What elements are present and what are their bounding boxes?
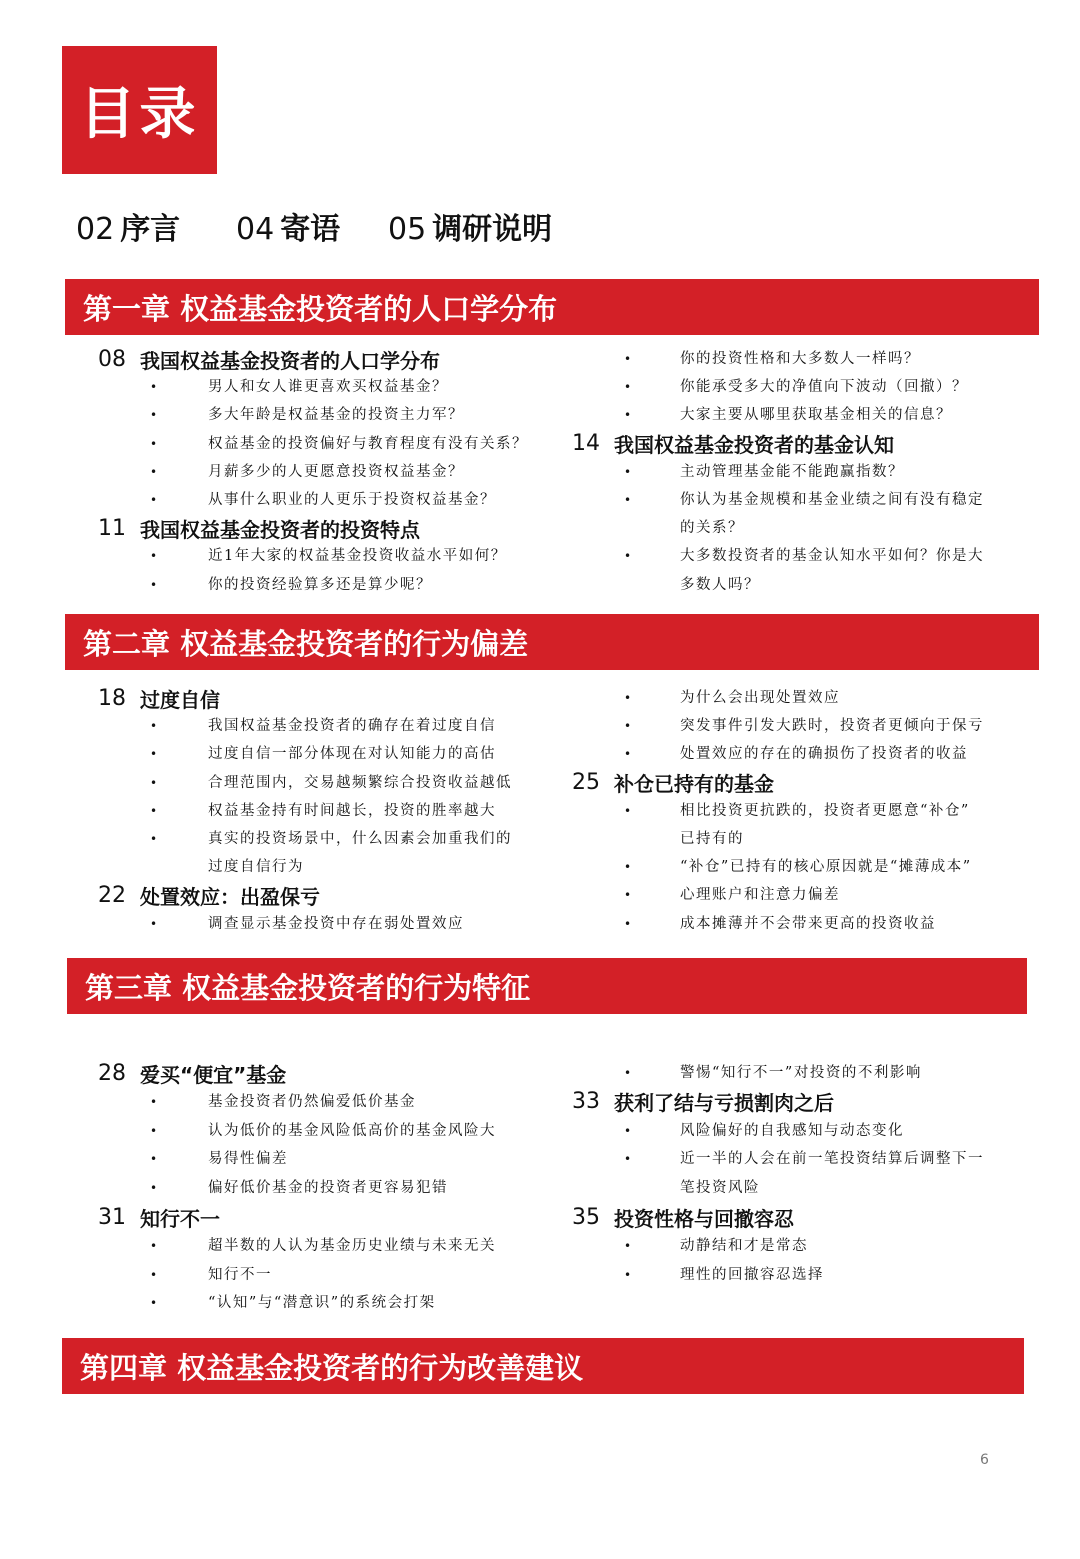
section-title: 我国权益基金投资者的投资特点 [140,517,420,542]
subtopic-item[interactable]: 理性的回撤容忍选择 [680,1266,824,1283]
subtopic-item[interactable]: 你认为基金规模和基金业绩之间有没有稳定 [680,492,984,508]
chapter-header-3[interactable] [67,958,1027,1014]
subtopic-item[interactable]: 相比投资更抗跌的，投资者更愿意“补仓” [680,802,970,819]
subtopic-item[interactable]: 偏好低价基金的投资者更容易犯错 [208,1180,448,1197]
subtopic-item[interactable]: 基金投资者仍然偏爱低价基金 [208,1093,416,1110]
section-page-num: 22 [98,882,126,908]
bullet-icon: • [624,916,632,931]
subtopic-item[interactable]: 你能承受多大的净值向下波动（回撤）？ [680,379,968,396]
section-title: 我国权益基金投资者的基金认知 [614,433,894,458]
subtopic-item-continued[interactable]: 已持有的 [680,831,744,847]
bullet-icon: • [150,916,158,931]
section-page-num: 35 [572,1204,600,1230]
front-item-message[interactable] [236,204,340,248]
subtopic-item[interactable]: “补仓”已持有的核心原因就是“摊薄成本” [680,859,972,876]
bullet-icon: • [150,1238,158,1253]
bullet-icon: • [150,436,158,451]
section-title: 补仓已持有的基金 [614,772,774,797]
section-title: 爱买“便宜”基金 [140,1062,287,1087]
section-entry[interactable] [98,684,220,712]
bullet-icon: • [624,408,632,423]
bullet-icon: • [624,549,632,564]
subtopic-item[interactable]: 大多数投资者的基金认知水平如何？你是大 [680,548,984,565]
subtopic-item[interactable]: 超半数的人认为基金历史业绩与未来无关 [208,1237,496,1254]
section-entry[interactable] [572,769,774,797]
bullet-icon: • [150,747,158,762]
section-title: 获利了结与亏损割肉之后 [614,1091,834,1116]
subtopic-item[interactable]: 处置效应的存在的确损伤了投资者的收益 [680,746,968,763]
subtopic-item[interactable]: 调查显示基金投资中存在弱处置效应 [208,915,464,932]
bullet-icon: • [150,549,158,564]
bullet-icon: • [150,1267,158,1282]
bullet-icon: • [624,747,632,762]
section-page-num: 18 [98,685,126,711]
section-entry[interactable] [98,881,320,909]
bullet-icon: • [150,493,158,507]
bullet-icon: • [150,577,158,592]
bullet-icon: • [624,691,632,705]
subtopic-item[interactable]: 警惕“知行不一”对投资的不利影响 [680,1065,922,1081]
subtopic-item[interactable]: 风险偏好的自我感知与动态变化 [680,1122,904,1139]
subtopic-item[interactable]: 近一半的人会在前一笔投资结算后调整下一 [680,1151,984,1168]
subtopic-item[interactable]: 权益基金持有时间越长，投资的胜率越大 [208,802,496,819]
subtopic-item[interactable]: 合理范围内，交易越频繁综合投资收益越低 [208,774,512,791]
bullet-icon: • [624,803,632,818]
subtopic-item[interactable]: 突发事件引发大跌时，投资者更倾向于保亏 [680,718,984,735]
subtopic-item[interactable]: 男人和女人谁更喜欢买权益基金？ [208,379,448,396]
chapter-header-1[interactable] [65,279,1039,335]
chapter-title: 第三章 权益基金投资者的行为特征 [85,970,531,1005]
front-item-label: 调研说明 [432,212,553,247]
section-page-num: 08 [98,346,126,372]
bullet-icon: • [150,380,158,395]
chapter-header-2[interactable] [65,614,1039,670]
bullet-icon: • [624,860,632,875]
bullet-icon: • [150,1152,158,1167]
subtopic-item[interactable]: 近1年大家的权益基金投资收益水平如何？ [208,548,507,565]
front-item-survey-notes[interactable] [388,204,552,248]
bullet-icon: • [624,1152,632,1167]
bullet-icon: • [624,1123,632,1138]
subtopic-item[interactable]: 你的投资经验算多还是算少呢？ [208,576,432,593]
subtopic-item-continued[interactable]: 的关系？ [680,520,744,537]
chapter-header-4[interactable] [62,1338,1024,1394]
subtopic-item[interactable]: 心理账户和注意力偏差 [680,887,840,904]
bullet-icon: • [150,1181,158,1196]
section-title: 过度自信 [140,687,220,712]
subtopic-item[interactable]: 月薪多少的人更愿意投资权益基金？ [208,463,464,480]
section-entry[interactable] [98,514,420,542]
section-entry[interactable] [98,1059,286,1087]
bullet-icon: • [624,1267,632,1282]
subtopic-item[interactable]: 为什么会出现处置效应 [680,690,840,706]
subtopic-item-continued[interactable]: 多数人吗？ [680,576,760,593]
chapter-title: 第二章 权益基金投资者的行为偏差 [83,626,529,661]
chapter-title: 第四章 权益基金投资者的行为改善建议 [80,1350,584,1385]
page-number: 6 [980,1452,989,1468]
subtopic-item[interactable]: 知行不一 [208,1266,272,1283]
section-title: 处置效应：出盈保亏 [140,884,320,909]
bullet-icon: • [150,464,158,479]
bullet-icon: • [150,1123,158,1138]
subtopic-item[interactable]: 权益基金的投资偏好与教育程度有没有关系？ [208,435,528,452]
toc-title-box [62,46,217,174]
subtopic-item[interactable]: 易得性偏差 [208,1151,288,1168]
front-item-label: 序言 [120,212,181,247]
bullet-icon: • [624,380,632,395]
subtopic-item[interactable]: 成本摊薄并不会带来更高的投资收益 [680,915,936,932]
front-item-preface[interactable] [76,204,180,248]
front-item-label: 寄语 [280,212,341,247]
subtopic-item[interactable]: 认为低价的基金风险低高价的基金风险大 [208,1122,496,1139]
section-entry[interactable] [572,430,894,458]
section-title: 知行不一 [140,1206,220,1231]
chapter-title: 第一章 权益基金投资者的人口学分布 [83,291,558,326]
front-item-num: 05 [388,212,427,247]
section-page-num: 11 [98,515,126,541]
bullet-icon: • [624,352,632,366]
bullet-icon: • [624,1066,632,1080]
front-item-num: 04 [236,212,275,247]
section-title: 我国权益基金投资者的人口学分布 [140,348,440,373]
section-title: 投资性格与回撤容忍 [614,1206,794,1231]
section-page-num: 31 [98,1204,126,1230]
subtopic-item[interactable]: 过度自信一部分体现在对认知能力的高估 [208,746,496,763]
bullet-icon: • [150,1094,158,1109]
front-item-num: 02 [76,212,115,247]
subtopic-item[interactable]: 大家主要从哪里获取基金相关的信息？ [680,407,952,424]
bullet-icon: • [624,464,632,479]
subtopic-item[interactable]: 主动管理基金能不能跑赢指数？ [680,463,904,480]
section-page-num: 28 [98,1060,126,1086]
section-page-num: 14 [572,431,600,457]
section-entry[interactable] [572,1203,794,1231]
section-entry[interactable] [98,345,440,373]
subtopic-item[interactable]: 从事什么职业的人更乐于投资权益基金？ [208,492,496,508]
toc-title: 目录 [79,82,200,147]
bullet-icon: • [150,803,158,818]
subtopic-item[interactable]: 动静结和才是常态 [680,1237,808,1254]
subtopic-item[interactable]: 你的投资性格和大多数人一样吗？ [680,351,920,367]
subtopic-item[interactable]: “认知”与“潜意识”的系统会打架 [208,1295,436,1312]
bullet-icon: • [150,1296,158,1311]
bullet-icon: • [150,832,158,846]
subtopic-item-continued[interactable]: 笔投资风险 [680,1180,760,1197]
bullet-icon: • [624,888,632,903]
section-entry[interactable] [98,1203,220,1231]
bullet-icon: • [150,408,158,423]
subtopic-item[interactable]: 我国权益基金投资者的确存在着过度自信 [208,718,496,735]
bullet-icon: • [624,719,632,734]
subtopic-item[interactable]: 多大年龄是权益基金的投资主力军？ [208,407,464,424]
bullet-icon: • [624,1238,632,1253]
bullet-icon: • [150,719,158,734]
bullet-icon: • [150,775,158,790]
section-entry[interactable] [572,1088,834,1116]
section-page-num: 33 [572,1089,600,1115]
section-page-num: 25 [572,770,600,796]
subtopic-item[interactable]: 真实的投资场景中，什么因素会加重我们的 [208,831,512,847]
bullet-icon: • [624,493,632,507]
subtopic-item-continued[interactable]: 过度自信行为 [208,859,304,876]
